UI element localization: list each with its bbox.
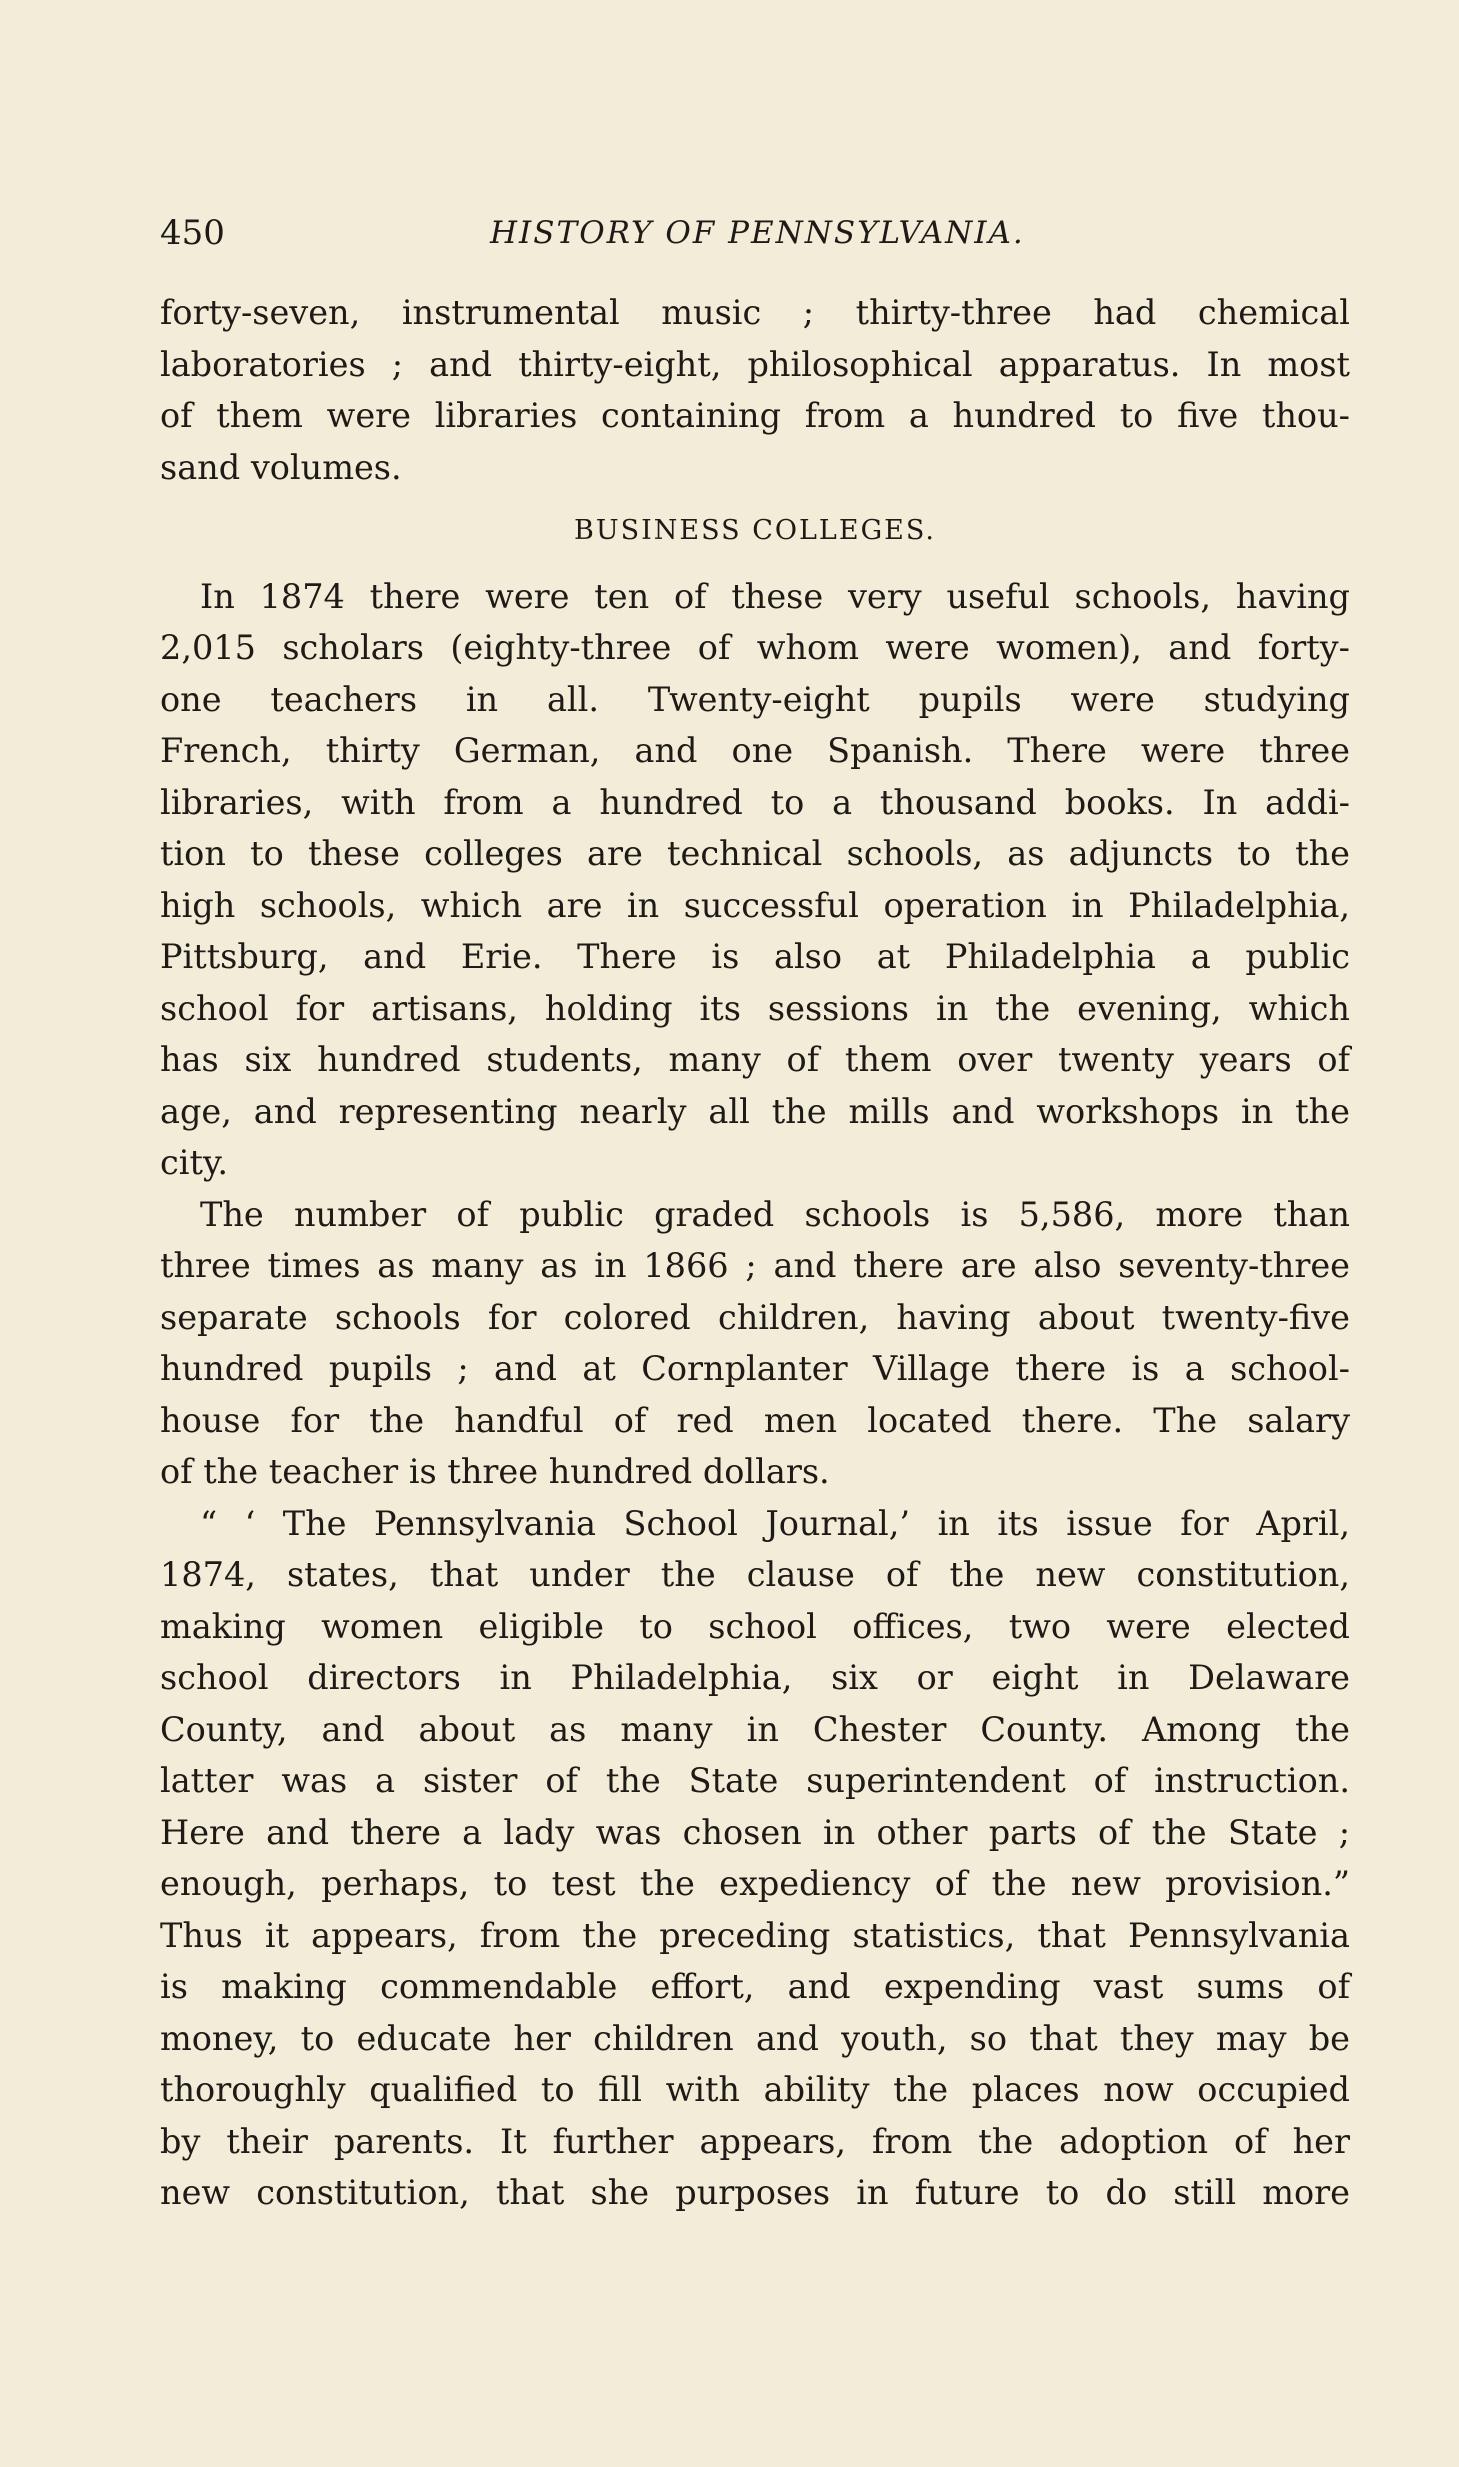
text-line: The number of public graded schools is 5,586, more than bbox=[200, 1194, 1350, 1234]
text-line: money, to educate her children and youth, so that they may be bbox=[160, 2018, 1350, 2058]
text-line: latter was a sister of the State superintendent of instruction. bbox=[160, 1761, 1350, 1800]
text-line: house for the handful of red men located there. The salary bbox=[160, 1400, 1350, 1440]
page-number: 450 bbox=[160, 213, 225, 253]
text-line: of the teacher is three hundred dollars. bbox=[160, 1452, 830, 1491]
text-line: County, and about as many in Chester County. Among the bbox=[160, 1709, 1350, 1749]
text-line: three times as many as in 1866 ; and there are also seventy-three bbox=[160, 1246, 1350, 1285]
text-line: high schools, which are in successful operation in Philadelphia, bbox=[160, 885, 1350, 925]
body-text bbox=[160, 287, 1350, 2219]
text-line: Thus it appears, from the preceding statistics, that Pennsylvania bbox=[160, 1915, 1350, 1955]
text-line: of them were libraries containing from a hundred to five thou- bbox=[160, 396, 1350, 435]
text-line: one teachers in all. Twenty-eight pupils were studying bbox=[160, 679, 1350, 719]
text-line: has six hundred students, many of them over twenty years of bbox=[160, 1040, 1350, 1079]
text-line: “ ‘ The Pennsylvania School Journal,’ in its issue for April, bbox=[200, 1503, 1350, 1543]
text-line: making women eligible to school offices, two were elected bbox=[160, 1606, 1350, 1646]
text-line: 2,015 scholars (eighty-three of whom were women), and forty- bbox=[160, 628, 1350, 667]
paragraph-continued bbox=[160, 287, 1350, 493]
text-line: laboratories ; and thirty-eight, philosophical apparatus. In most bbox=[160, 344, 1350, 384]
text-line: libraries, with from a hundred to a thousand books. In addi- bbox=[160, 782, 1350, 822]
text-line: Pittsburg, and Erie. There is also at Philadelphia a public bbox=[160, 937, 1350, 976]
text-line: age, and representing nearly all the mills and workshops in the bbox=[160, 1091, 1350, 1131]
text-line: school directors in Philadelphia, six or eight in Delaware bbox=[160, 1658, 1350, 1697]
text-line: hundred pupils ; and at Cornplanter Village there is a school- bbox=[160, 1349, 1350, 1388]
text-line: 1874, states, that under the clause of the new constitution, bbox=[160, 1555, 1350, 1594]
text-line: sand volumes. bbox=[160, 447, 402, 487]
text-line: French, thirty German, and one Spanish. There were three bbox=[160, 731, 1350, 770]
text-line: city. bbox=[160, 1143, 229, 1182]
text-line: forty-seven, instrumental music ; thirty-three had chemical bbox=[160, 293, 1350, 332]
text-line: tion to these colleges are technical schools, as adjuncts to the bbox=[160, 834, 1350, 873]
text-line: thoroughly qualified to fill with ability the places now occupied bbox=[160, 2070, 1350, 2109]
running-head: HISTORY OF PENNSYLVANIA. bbox=[490, 215, 1025, 251]
page-header bbox=[160, 205, 1350, 261]
text-line: new constitution, that she purposes in future to do still more bbox=[160, 2173, 1350, 2212]
paragraph-school-journal bbox=[160, 1498, 1350, 2219]
text-line: is making commendable effort, and expending vast sums of bbox=[160, 1967, 1350, 2006]
paragraph-business-colleges bbox=[160, 571, 1350, 1189]
text-line: by their parents. It further appears, from the adoption of her bbox=[160, 2121, 1350, 2161]
text-line: enough, perhaps, to test the expediency of the new provision.” bbox=[160, 1864, 1350, 1903]
text-line: school for artisans, holding its sessions in the evening, which bbox=[160, 988, 1350, 1028]
paragraph-graded-schools bbox=[160, 1189, 1350, 1498]
text-line: separate schools for colored children, having about twenty-five bbox=[160, 1297, 1350, 1337]
text-line: Here and there a lady was chosen in other parts of the State ; bbox=[160, 1812, 1350, 1852]
text-line: In 1874 there were ten of these very useful schools, having bbox=[200, 576, 1350, 616]
section-heading: BUSINESS COLLEGES. bbox=[574, 515, 936, 546]
